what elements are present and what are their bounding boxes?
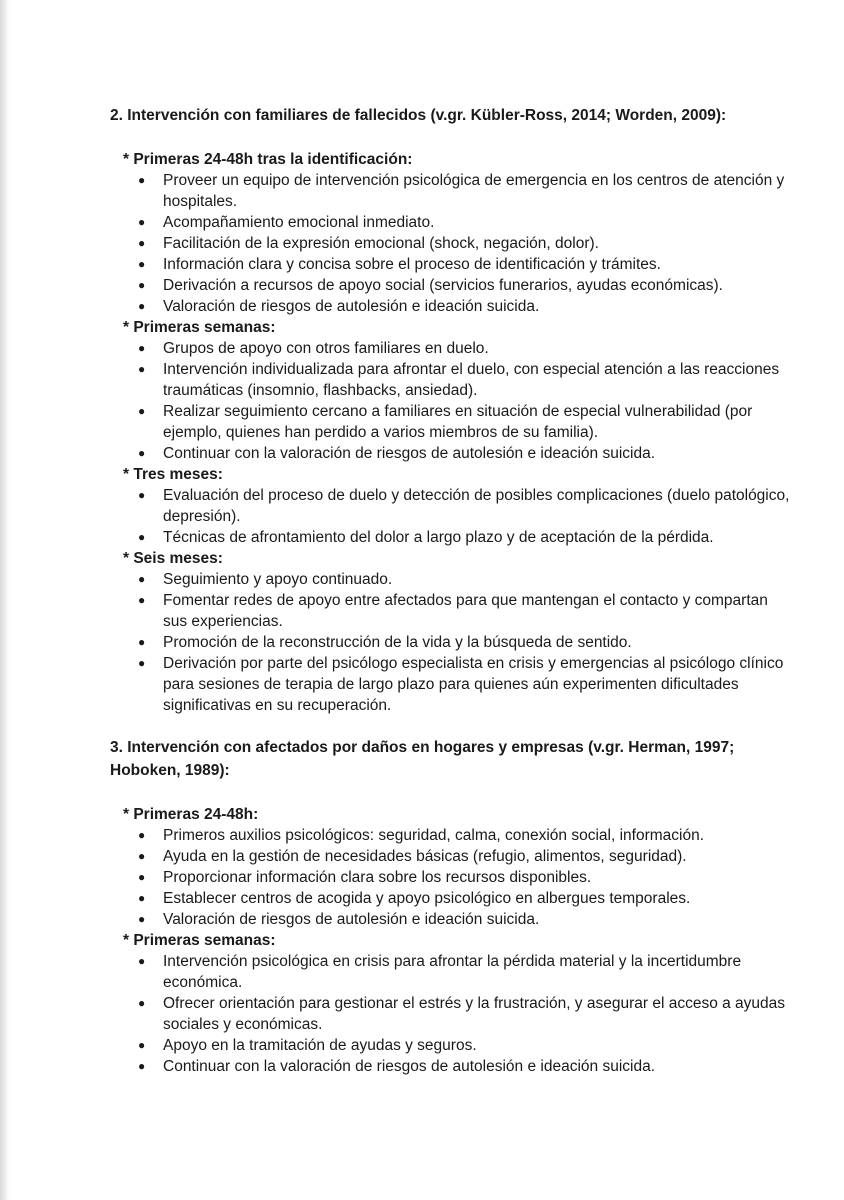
list-item-text: Facilitación de la expresión emocional (shock, negación, dolor). [163,235,599,252]
phase-block [110,149,790,317]
list-item-text: Información clara y concisa sobre el proceso de identificación y trámites. [163,256,661,273]
bullet-icon: ● [138,572,146,586]
document-content [110,104,790,1077]
list-item-text: Valoración de riesgos de autolesión e ideación suicida. [163,298,540,315]
section-body [110,149,790,716]
bullet-list [110,569,790,716]
phase-block [110,548,790,716]
list-item [110,527,790,548]
bullet-icon: ● [138,954,146,968]
bullet-icon: ● [138,236,146,250]
phase-title: * Seis meses: [123,550,223,567]
list-item-text: Continuar con la valoración de riesgos de autolesión e ideación suicida. [163,1058,656,1075]
section-title: 3. Intervención con afectados por daños en hogares y empresas (v.gr. Herman, 1997; Hoboken, 1989): [110,739,735,779]
bullet-icon: ● [138,912,146,926]
bullet-list [110,951,790,1077]
bullet-icon: ● [138,656,146,670]
bullet-icon: ● [138,488,146,502]
bullet-list [110,170,790,317]
section-title: 2. Intervención con familiares de fallecidos (v.gr. Kübler-Ross, 2014; Worden, 2009): [110,107,727,124]
list-item-text: Fomentar redes de apoyo entre afectados para que mantengan el contacto y compartan sus experiencias. [163,592,768,630]
list-item-text: Intervención psicológica en crisis para afrontar la pérdida material y la incertidumbre económica. [163,953,742,991]
phase-block [110,804,790,930]
bullet-icon: ● [138,530,146,544]
list-item [110,867,790,888]
list-item-text: Evaluación del proceso de duelo y detección de posibles complicaciones (duelo patológico, depresión). [163,487,790,525]
list-item-text: Apoyo en la tramitación de ayudas y seguros. [163,1037,477,1054]
section [110,104,790,716]
phase-title: * Primeras 24-48h tras la identificación: [123,151,413,168]
list-item-text: Continuar con la valoración de riesgos de autolesión e ideación suicida. [163,445,656,462]
list-item [110,212,790,233]
list-item [110,846,790,867]
list-item [110,632,790,653]
phase-block [110,930,790,1077]
list-item-text: Intervención individualizada para afrontar el duelo, con especial atención a las reacciones traumáticas (insomnio, flashbacks, ansiedad). [163,361,780,399]
list-item [110,1035,790,1056]
bullet-icon: ● [138,341,146,355]
list-item-text: Establecer centros de acogida y apoyo psicológico en albergues temporales. [163,890,691,907]
bullet-icon: ● [138,828,146,842]
list-item [110,254,790,275]
bullet-icon: ● [138,1038,146,1052]
bullet-icon: ● [138,891,146,905]
list-item [110,170,790,212]
bullet-icon: ● [138,996,146,1010]
phase-block [110,464,790,548]
list-item-text: Promoción de la reconstrucción de la vida y la búsqueda de sentido. [163,634,632,651]
list-item-text: Grupos de apoyo con otros familiares en duelo. [163,340,489,357]
bullet-icon: ● [138,1059,146,1073]
phase-block [110,317,790,464]
bullet-list [110,485,790,548]
bullet-icon: ● [138,173,146,187]
list-item [110,569,790,590]
list-item-text: Primeros auxilios psicológicos: seguridad, calma, conexión social, información. [163,827,705,844]
phase-title: * Tres meses: [123,466,223,483]
list-item [110,296,790,317]
list-item [110,359,790,401]
list-item-text: Proporcionar información clara sobre los recursos disponibles. [163,869,592,886]
list-item-text: Seguimiento y apoyo continuado. [163,571,393,588]
bullet-icon: ● [138,257,146,271]
list-item-text: Ofrecer orientación para gestionar el estrés y la frustración, y asegurar el acceso a ayudas sociales y económicas. [163,995,786,1033]
phase-title: * Primeras semanas: [123,932,276,949]
list-item-text: Ayuda en la gestión de necesidades básicas (refugio, alimentos, seguridad). [163,848,687,865]
list-item-text: Derivación por parte del psicólogo especialista en crisis y emergencias al psicólogo clínico para sesiones de terapia de largo plazo para quienes aún experimenten dificultades significativas en su recuperación. [163,655,784,714]
list-item [110,338,790,359]
phase-title: * Primeras 24-48h: [123,806,259,823]
list-item [110,401,790,443]
list-item-text: Acompañamiento emocional inmediato. [163,214,435,231]
list-item-text: Valoración de riesgos de autolesión e ideación suicida. [163,911,540,928]
bullet-icon: ● [138,278,146,292]
list-item [110,888,790,909]
bullet-icon: ● [138,849,146,863]
page-scan-edge [0,0,9,1200]
bullet-list [110,338,790,464]
list-item [110,485,790,527]
bullet-icon: ● [138,870,146,884]
bullet-list [110,825,790,930]
list-item [110,233,790,254]
list-item [110,653,790,716]
list-item [110,590,790,632]
section [110,736,790,1077]
bullet-icon: ● [138,362,146,376]
list-item [110,993,790,1035]
list-item-text: Técnicas de afrontamiento del dolor a largo plazo y de aceptación de la pérdida. [163,529,714,546]
section-body [110,804,790,1077]
list-item-text: Derivación a recursos de apoyo social (servicios funerarios, ayudas económicas). [163,277,723,294]
bullet-icon: ● [138,635,146,649]
list-item [110,1056,790,1077]
bullet-icon: ● [138,299,146,313]
list-item-text: Proveer un equipo de intervención psicológica de emergencia en los centros de atención y hospitales. [163,172,785,210]
list-item [110,951,790,993]
phase-title: * Primeras semanas: [123,319,276,336]
list-item [110,825,790,846]
bullet-icon: ● [138,404,146,418]
list-item [110,275,790,296]
bullet-icon: ● [138,446,146,460]
list-item [110,443,790,464]
list-item-text: Realizar seguimiento cercano a familiares en situación de especial vulnerabilidad (por ejemplo, quienes han perdido a varios miembros de su familia). [163,403,753,441]
bullet-icon: ● [138,593,146,607]
list-item [110,909,790,930]
bullet-icon: ● [138,215,146,229]
